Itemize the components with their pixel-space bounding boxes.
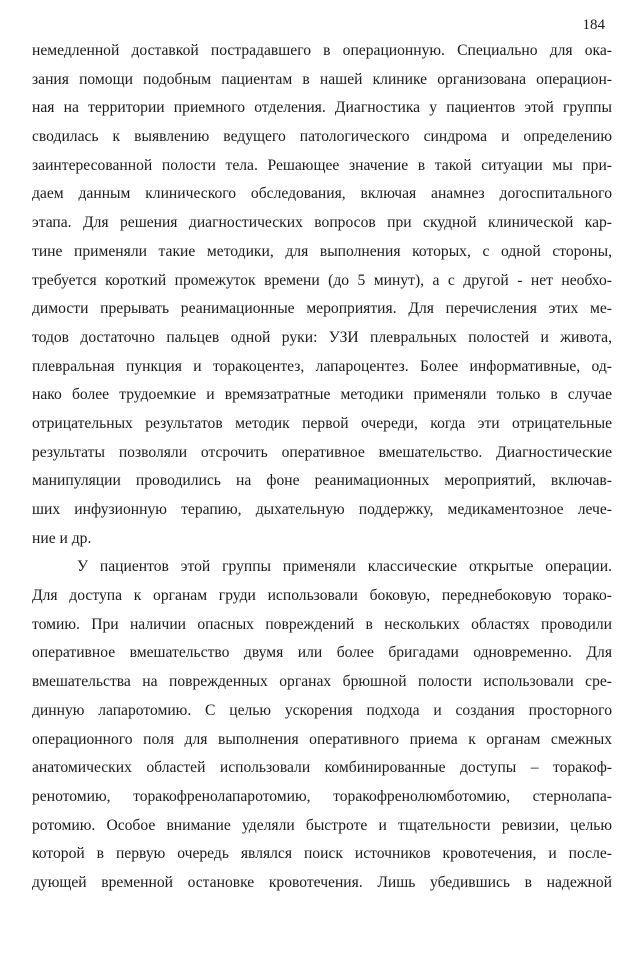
text-line: немедленной доставкой пострадавшего в операционную. Специально для ока- bbox=[32, 42, 612, 59]
text-line: ших инфузионную терапию, дыхательную поддержку, медикаментозное лече- bbox=[32, 501, 612, 518]
text-line: ренотомию, торакофренолапаротомию, торакофренолюмботомию, стернолапа- bbox=[32, 787, 612, 805]
text-line: этапа. Для решения диагностических вопросов при скудной клинической кар- bbox=[32, 214, 612, 232]
text-line: плевральная пункция и торакоцентез, лапароцентез. Более информативные, од- bbox=[32, 357, 612, 375]
text-line: димости прерывать реанимационные мероприятия. Для перечисления этих ме- bbox=[32, 300, 612, 318]
text-line: ная на территории приемного отделения. Диагностика у пациентов этой группы bbox=[32, 99, 612, 117]
text-line: томию. При наличии опасных повреждений в нескольких областях проводили bbox=[32, 615, 612, 633]
text-line: которой в первую очередь являлся поиск источников кровотечения, и после- bbox=[32, 845, 612, 863]
text-line: тодов достаточно пальцев одной руки: УЗИ плевральных полостей и живота, bbox=[32, 328, 612, 346]
text-line: результаты позволяли отсрочить оперативное вмешательство. Диагностические bbox=[32, 443, 612, 461]
page-number: 184 bbox=[582, 17, 605, 33]
text-line: заинтересованной полости тела. Решающее значение в такой ситуации мы при- bbox=[32, 156, 612, 174]
text-line: ние и др. bbox=[32, 529, 92, 547]
text-line: ротомию. Особое внимание уделяли быстроте и тщательности ревизии, целью bbox=[32, 816, 612, 834]
text-line: Для доступа к органам груди использовали боковую, переднебоковую торако- bbox=[32, 587, 612, 605]
paragraph-1 bbox=[32, 37, 612, 553]
text-line: манипуляции проводились на фоне реанимационных мероприятий, включав- bbox=[32, 472, 612, 490]
text-line: тине применяли такие методики, для выполнения которых, с одной стороны, bbox=[32, 242, 612, 260]
text-line: зания помощи подобным пациентам в нашей клинике организована операцион- bbox=[32, 70, 612, 88]
text-line: отрицательных результатов методик первой очереди, когда эти отрицательные bbox=[32, 414, 612, 432]
text-line: анатомических областей использовали комбинированные доступы – торакоф- bbox=[32, 759, 612, 777]
text-line: оперативное вмешательство двумя или более бригадами одновременно. Для bbox=[32, 644, 612, 662]
text-line: сводилась к выявлению ведущего патологического синдрома и определению bbox=[32, 128, 612, 146]
text-line: У пациентов этой группы применяли классические открытые операции. bbox=[77, 558, 612, 576]
text-line: операционного поля для выполнения оперативного приема к органам смежных bbox=[32, 730, 612, 748]
text-line: вмешательства на поврежденных органах брюшной полости использовали сре- bbox=[32, 673, 612, 691]
body-text bbox=[32, 37, 612, 898]
paragraph-2 bbox=[32, 553, 612, 897]
text-line: нако более трудоемкие и времязатратные методики применяли только в случае bbox=[32, 386, 612, 404]
text-line: даем данным клинического обследования, включая анамнез догоспитального bbox=[32, 185, 612, 203]
text-line: требуется короткий промежуток времени (до 5 минут), а с другой - нет необхо- bbox=[32, 271, 612, 289]
text-line: дующей временной остановке кровотечения. Лишь убедившись в надежной bbox=[32, 873, 612, 891]
text-line: динную лапаротомию. С целью ускорения подхода и создания просторного bbox=[32, 701, 612, 719]
